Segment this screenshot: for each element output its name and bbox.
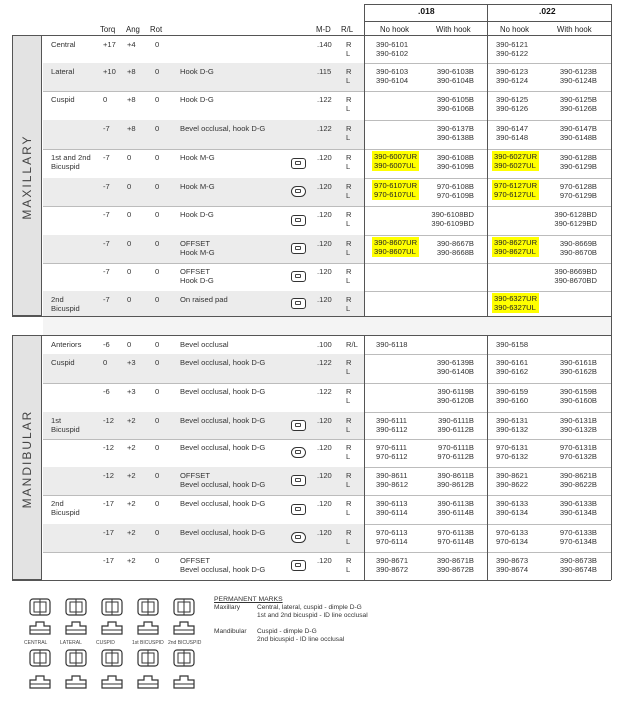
- permanent-marks-mandibular-text: Cuspid - dimple D-G 2nd bicuspid - ID line occlusal: [257, 628, 345, 643]
- torq-cell: -12: [103, 443, 114, 452]
- part-number-cell: 390-6027UR 390-6027UL: [494, 152, 538, 170]
- bracket-profile-icon: [136, 618, 160, 638]
- bracket-face-icon: [172, 597, 196, 617]
- bracket-profile-icon: [172, 618, 196, 638]
- torq-cell: -6: [103, 340, 110, 349]
- header-018-with-hook: With hook: [436, 25, 471, 34]
- bracket-icon: [291, 447, 306, 458]
- ang-cell: +3: [127, 387, 136, 396]
- rot-cell: 0: [155, 295, 160, 304]
- bracket-icon: [291, 243, 306, 254]
- part-number-cell: 970-6113B 970-6114B: [437, 528, 474, 546]
- rot-cell: 0: [155, 499, 160, 508]
- tooth-cell: Anteriors: [51, 340, 82, 349]
- tooth-cell: 2nd Bicuspid: [51, 295, 80, 313]
- part-number-cell: 390-6158: [496, 340, 529, 349]
- rot-cell: 0: [155, 443, 160, 452]
- rl-cell: R L: [346, 528, 352, 546]
- description-cell: Hook D-G: [180, 210, 214, 219]
- header-rot: Rot: [150, 25, 163, 34]
- md-cell: .120: [317, 153, 332, 162]
- bracket-profile-icon: [64, 672, 88, 692]
- part-number-cell: 390-6133B 390-6134B: [559, 499, 597, 517]
- description-cell: Bevel occlusal, hook D-G: [180, 416, 266, 425]
- part-number-cell: 970-6113 970-6114: [376, 528, 408, 546]
- part-number-cell: 390-8611 390-8612: [376, 471, 409, 489]
- rl-cell: R L: [346, 124, 352, 142]
- part-number-cell: 390-6121 390-6122: [496, 40, 529, 58]
- rot-cell: 0: [155, 267, 160, 276]
- part-number-cell: 390-8671 390-8672: [376, 556, 409, 574]
- description-cell: Hook M-G: [180, 153, 215, 162]
- bracket-icon: [291, 532, 306, 543]
- part-number-cell: 390-8669B 390-8670B: [559, 239, 597, 257]
- part-number-cell: 390-6137B 390-6138B: [436, 124, 474, 142]
- part-number-cell: 390-6125B 390-6126B: [559, 95, 597, 113]
- description-cell: Bevel occlusal: [180, 340, 229, 349]
- part-number-cell: 390-8627UR 390-8627UL: [494, 238, 538, 256]
- bracket-face-icon: [28, 597, 52, 617]
- md-cell: .122: [317, 387, 332, 396]
- ang-cell: +8: [127, 124, 136, 133]
- bracket-icon: [291, 271, 306, 282]
- part-number-cell: 390-8607UR 390-8607UL: [374, 238, 418, 256]
- rl-cell: R L: [346, 443, 352, 461]
- md-cell: .120: [317, 499, 332, 508]
- bracket-profile-icon: [172, 672, 196, 692]
- bracket-icon: [291, 186, 306, 197]
- part-number-cell: 390-6159B 390-6160B: [559, 387, 597, 405]
- torq-cell: -17: [103, 556, 114, 565]
- torq-cell: -7: [103, 239, 110, 248]
- md-cell: .120: [317, 210, 332, 219]
- torq-cell: 0: [103, 95, 108, 104]
- bracket-profile-icon: [28, 618, 52, 638]
- rl-cell: R L: [346, 210, 352, 228]
- rl-cell: R L: [346, 416, 352, 434]
- description-cell: Bevel occlusal, hook D-G: [180, 124, 266, 133]
- header-018: .018: [418, 6, 435, 16]
- description-cell: OFFSET Bevel occlusal, hook D-G: [180, 556, 266, 574]
- row-divider: [43, 439, 611, 440]
- md-cell: .100: [317, 340, 332, 349]
- part-number-cell: 390-8671B 390-8672B: [436, 556, 474, 574]
- torq-cell: -12: [103, 471, 114, 480]
- part-number-cell: 390-6111B 390-6112B: [437, 416, 474, 434]
- ang-cell: +2: [127, 528, 136, 537]
- part-number-cell: 390-8669BD 390-8670BD: [554, 267, 597, 285]
- part-number-cell: 390-6113B 390-6114B: [437, 499, 474, 517]
- maxillary-label: MAXILLARY: [20, 134, 34, 220]
- rl-cell: R L: [346, 182, 352, 200]
- section-gap: [43, 317, 611, 335]
- md-cell: .120: [317, 471, 332, 480]
- ang-cell: +2: [127, 416, 136, 425]
- header-018-no-hook: No hook: [380, 25, 410, 34]
- torq-cell: -7: [103, 210, 110, 219]
- torq-cell: -7: [103, 267, 110, 276]
- description-cell: Hook D-G: [180, 95, 214, 104]
- mandibular-label: MANDIBULAR: [20, 409, 34, 509]
- part-number-cell: 390-6128BD 390-6129BD: [554, 210, 597, 228]
- rl-cell: R L: [346, 499, 352, 517]
- rot-cell: 0: [155, 210, 160, 219]
- row-divider: [43, 91, 611, 92]
- description-cell: OFFSET Hook M-G: [180, 239, 215, 257]
- part-number-cell: 390-6007UR 390-6007UL: [374, 152, 418, 170]
- part-number-cell: 390-6139B 390-6140B: [436, 358, 474, 376]
- row-divider: [43, 206, 611, 207]
- rot-cell: 0: [155, 124, 160, 133]
- md-cell: .122: [317, 95, 332, 104]
- rl-cell: R/L: [346, 340, 358, 349]
- rot-cell: 0: [155, 340, 160, 349]
- ang-cell: 0: [127, 182, 132, 191]
- header-ang: Ang: [126, 25, 140, 34]
- tooth-label: 2nd BICUSPID: [168, 640, 202, 646]
- grid-line: [12, 335, 611, 336]
- ang-cell: 0: [127, 153, 132, 162]
- tooth-cell: 1st and 2nd Bicuspid: [51, 153, 91, 171]
- rl-cell: R L: [346, 67, 352, 85]
- ang-cell: +8: [127, 95, 136, 104]
- part-number-cell: 970-6111 970-6112: [376, 443, 408, 461]
- part-number-cell: 390-8621 390-8622: [496, 471, 529, 489]
- part-number-cell: 390-6103B 390-6104B: [436, 67, 474, 85]
- bracket-icon: [291, 215, 306, 226]
- permanent-marks-maxillary-label: Maxillary: [214, 604, 241, 611]
- tooth-label: CENTRAL: [24, 640, 48, 646]
- header-md: M-D: [316, 25, 331, 34]
- tooth-cell: Central: [51, 40, 76, 49]
- part-number-cell: 390-8621B 390-8622B: [559, 471, 597, 489]
- part-number-cell: 390-6161 390-6162: [496, 358, 529, 376]
- part-number-cell: 970-6131 970-6132: [496, 443, 529, 461]
- part-number-cell: 390-6101 390-6102: [376, 40, 409, 58]
- torq-cell: -7: [103, 182, 110, 191]
- part-number-cell: 390-6159 390-6160: [496, 387, 529, 405]
- row-divider: [43, 383, 611, 384]
- description-cell: OFFSET Hook D-G: [180, 267, 214, 285]
- tooth-cell: Cuspid: [51, 358, 75, 367]
- rl-cell: R L: [346, 387, 352, 405]
- part-number-cell: 390-6133 390-6134: [496, 499, 529, 517]
- torq-cell: -6: [103, 387, 110, 396]
- ang-cell: +3: [127, 358, 136, 367]
- rl-cell: R L: [346, 471, 352, 489]
- md-cell: .120: [317, 443, 332, 452]
- tooth-cell: 1st Bicuspid: [51, 416, 80, 434]
- part-number-cell: 970-6127UR 970-6127UL: [494, 181, 538, 199]
- md-cell: .120: [317, 556, 332, 565]
- description-cell: Bevel occlusal, hook D-G: [180, 499, 266, 508]
- md-cell: .120: [317, 267, 332, 276]
- part-number-cell: 970-6108B 970-6109B: [436, 182, 474, 200]
- description-cell: On raised pad: [180, 295, 228, 304]
- part-number-cell: 390-8673 390-8674: [496, 556, 529, 574]
- row-divider: [43, 263, 611, 264]
- grid-line: [364, 21, 611, 22]
- grid-line: [364, 4, 365, 580]
- ang-cell: +2: [127, 499, 136, 508]
- torq-cell: -12: [103, 416, 114, 425]
- bracket-icon: [291, 420, 306, 431]
- part-number-cell: 390-6111 390-6112: [376, 416, 408, 434]
- rot-cell: 0: [155, 528, 160, 537]
- md-cell: .120: [317, 416, 332, 425]
- rl-cell: R L: [346, 295, 352, 313]
- md-cell: .120: [317, 528, 332, 537]
- rl-cell: R L: [346, 556, 352, 574]
- bracket-face-icon: [136, 597, 160, 617]
- part-number-cell: 390-6147B 390-6148B: [559, 124, 597, 142]
- bracket-profile-icon: [100, 672, 124, 692]
- rl-cell: R L: [346, 153, 352, 171]
- part-number-cell: 390-8667B 390-8668B: [436, 239, 474, 257]
- description-cell: Bevel occlusal, hook D-G: [180, 443, 266, 452]
- ang-cell: +2: [127, 443, 136, 452]
- tooth-cell: Cuspid: [51, 95, 75, 104]
- grid-line: [12, 35, 611, 36]
- bracket-icon: [291, 560, 306, 571]
- description-cell: Bevel occlusal, hook D-G: [180, 387, 266, 396]
- header-022-no-hook: No hook: [500, 25, 530, 34]
- bracket-icon: [291, 298, 306, 309]
- ang-cell: +2: [127, 556, 136, 565]
- grid-line: [12, 580, 611, 581]
- md-cell: .140: [317, 40, 332, 49]
- bracket-face-icon: [64, 597, 88, 617]
- torq-cell: +17: [103, 40, 116, 49]
- part-number-cell: 390-6119B 390-6120B: [436, 387, 474, 405]
- header-torq: Torq: [100, 25, 116, 34]
- description-cell: Bevel occlusal, hook D-G: [180, 528, 266, 537]
- part-number-cell: 390-6128B 390-6129B: [559, 153, 597, 171]
- part-number-cell: 390-6131 390-6132: [496, 416, 529, 434]
- grid-line: [364, 4, 611, 5]
- bracket-face-icon: [136, 648, 160, 668]
- permanent-marks-mandibular-label: Mandibular: [214, 628, 247, 635]
- description-cell: Hook D-G: [180, 67, 214, 76]
- bracket-face-icon: [100, 597, 124, 617]
- bracket-profile-icon: [136, 672, 160, 692]
- tooth-cell: Lateral: [51, 67, 75, 76]
- row-divider: [43, 552, 611, 553]
- ang-cell: +4: [127, 40, 136, 49]
- part-number-cell: 390-8611B 390-8612B: [436, 471, 474, 489]
- ang-cell: 0: [127, 340, 132, 349]
- grid-line: [611, 4, 612, 580]
- tooth-label: 1st BICUSPID: [132, 640, 164, 646]
- torq-cell: 0: [103, 358, 108, 367]
- bracket-face-icon: [64, 648, 88, 668]
- description-cell: Bevel occlusal, hook D-G: [180, 358, 266, 367]
- md-cell: .120: [317, 239, 332, 248]
- part-number-cell: 970-6133B 970-6134B: [559, 528, 597, 546]
- header-022: .022: [539, 6, 556, 16]
- bracket-icon: [291, 475, 306, 486]
- part-number-cell: 390-6113 390-6114: [376, 499, 408, 517]
- ang-cell: +2: [127, 471, 136, 480]
- torq-cell: -7: [103, 153, 110, 162]
- torq-cell: -7: [103, 124, 110, 133]
- bracket-profile-icon: [100, 618, 124, 638]
- torq-cell: -7: [103, 295, 110, 304]
- rot-cell: 0: [155, 387, 160, 396]
- torq-cell: -17: [103, 528, 114, 537]
- md-cell: .122: [317, 124, 332, 133]
- ang-cell: 0: [127, 295, 132, 304]
- part-number-cell: 390-6103 390-6104: [376, 67, 409, 85]
- rot-cell: 0: [155, 40, 160, 49]
- rot-cell: 0: [155, 471, 160, 480]
- part-number-cell: 970-6128B 970-6129B: [559, 182, 597, 200]
- part-number-cell: 970-6111B 970-6112B: [437, 443, 474, 461]
- rot-cell: 0: [155, 556, 160, 565]
- bracket-icon: [291, 158, 306, 169]
- rot-cell: 0: [155, 67, 160, 76]
- rot-cell: 0: [155, 358, 160, 367]
- part-number-cell: 390-6118: [376, 340, 408, 349]
- tooth-label: LATERAL: [60, 640, 82, 646]
- ang-cell: +8: [127, 67, 136, 76]
- rot-cell: 0: [155, 416, 160, 425]
- rot-cell: 0: [155, 182, 160, 191]
- rl-cell: R L: [346, 239, 352, 257]
- part-number-cell: 390-6123B 390-6124B: [559, 67, 597, 85]
- description-cell: Hook M-G: [180, 182, 215, 191]
- tooth-cell: 2nd Bicuspid: [51, 499, 80, 517]
- grid-line: [487, 4, 488, 580]
- row-divider: [43, 495, 611, 496]
- part-number-cell: 390-6147 390-6148: [496, 124, 529, 142]
- md-cell: .120: [317, 182, 332, 191]
- md-cell: .115: [317, 67, 332, 76]
- part-number-cell: 390-6108B 390-6109B: [436, 153, 474, 171]
- rot-cell: 0: [155, 95, 160, 104]
- description-cell: OFFSET Bevel occlusal, hook D-G: [180, 471, 266, 489]
- ang-cell: 0: [127, 267, 132, 276]
- part-number-cell: 390-6105B 390-6106B: [436, 95, 474, 113]
- rot-cell: 0: [155, 153, 160, 162]
- bracket-profile-icon: [64, 618, 88, 638]
- bracket-face-icon: [172, 648, 196, 668]
- part-number-cell: 390-6125 390-6126: [496, 95, 529, 113]
- torq-cell: -17: [103, 499, 114, 508]
- bracket-face-icon: [28, 648, 52, 668]
- part-number-cell: 970-6131B 970-6132B: [559, 443, 597, 461]
- part-number-cell: 970-6107UR 970-6107UL: [374, 181, 418, 199]
- part-number-cell: 390-6108BD 390-6109BD: [431, 210, 474, 228]
- part-number-cell: 390-6131B 390-6132B: [559, 416, 597, 434]
- permanent-marks-title: PERMANENT MARKS: [214, 596, 283, 603]
- md-cell: .120: [317, 295, 332, 304]
- torq-cell: +10: [103, 67, 116, 76]
- bracket-icon: [291, 504, 306, 515]
- bracket-profile-icon: [28, 672, 52, 692]
- header-rl: R/L: [341, 25, 354, 34]
- rot-cell: 0: [155, 239, 160, 248]
- ang-cell: 0: [127, 210, 132, 219]
- rl-cell: R L: [346, 267, 352, 285]
- part-number-cell: 390-8673B 390-8674B: [559, 556, 597, 574]
- md-cell: .122: [317, 358, 332, 367]
- part-number-cell: 390-6327UR 390-6327UL: [494, 294, 538, 312]
- header-022-with-hook: With hook: [557, 25, 592, 34]
- ang-cell: 0: [127, 239, 132, 248]
- permanent-marks-maxillary-text: Central, lateral, cuspid - dimple D-G 1st and 2nd bicuspid - ID line occlusal: [257, 604, 368, 619]
- part-number-cell: 390-6123 390-6124: [496, 67, 529, 85]
- part-number-cell: 970-6133 970-6134: [496, 528, 529, 546]
- tooth-label: CUSPID: [96, 640, 115, 646]
- row-divider: [43, 149, 611, 150]
- rl-cell: R L: [346, 40, 352, 58]
- rl-cell: R L: [346, 358, 352, 376]
- bracket-face-icon: [100, 648, 124, 668]
- part-number-cell: 390-6161B 390-6162B: [559, 358, 597, 376]
- rl-cell: R L: [346, 95, 352, 113]
